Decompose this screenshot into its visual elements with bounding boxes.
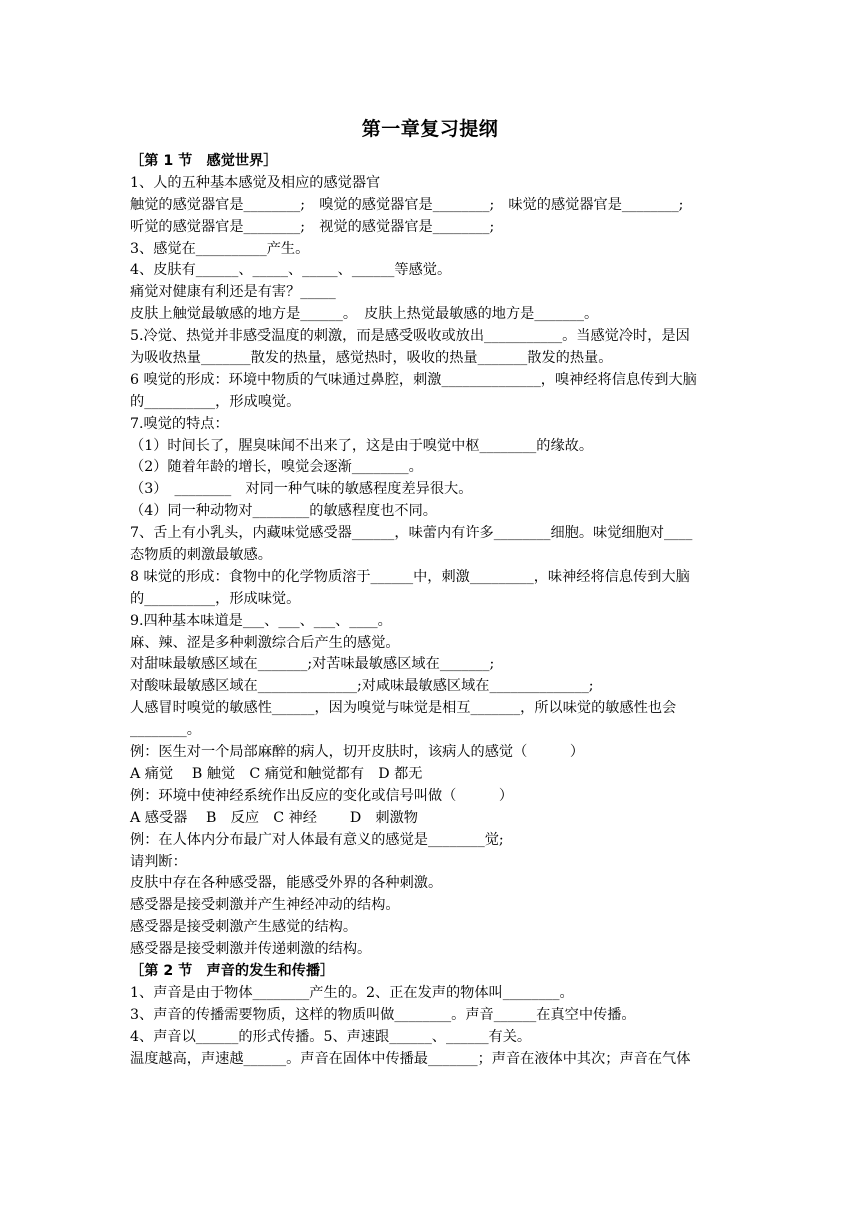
- text-line: 的__________，形成味觉。: [130, 590, 301, 607]
- text-line: 听觉的感觉器官是________; 视觉的感觉器官是________;: [130, 218, 495, 235]
- text-line: 为吸收热量_______散发的热量，感觉热时，吸收的热量_______散发的热量。: [130, 350, 613, 367]
- text-line: 5.冷觉、热觉并非感受温度的刺激，而是感受吸收或放出___________。当感觉冷时，是因: [130, 328, 690, 345]
- text-line: ________。: [130, 722, 201, 739]
- text-line: 对甜味最敏感区域在_______;对苦味最敏感区域在_______;: [130, 656, 495, 673]
- text-line: 感受器是接受刺激并传递刺激的结构。: [130, 941, 372, 958]
- text-line: 4、声音以______的形式传播。5、声速跟______、______有关。: [130, 1028, 532, 1045]
- text-line: 8 味觉的形成：食物中的化学物质溶于______中，刺激_________，味神经将信息传到大脑: [130, 568, 690, 585]
- text-line: 3、感觉在__________产生。: [130, 240, 310, 257]
- document-title: 第一章复习提纲: [361, 118, 499, 140]
- text-line: 3、声音的传播需要物质，这样的物质叫做________。声音______在真空中传播。: [130, 1006, 636, 1023]
- text-line: 感受器是接受刺激产生感觉的结构。: [130, 919, 358, 936]
- text-line: 请判断：: [130, 853, 187, 870]
- text-line: 触觉的感觉器官是________; 嗅觉的感觉器官是________; 味觉的感觉器官是________;: [130, 196, 684, 213]
- text-line: 皮肤上触觉最敏感的地方是______。 皮肤上热觉最敏感的地方是_______。: [130, 306, 599, 323]
- text-line: 温度越高，声速越______。声音在固体中传播最_______；声音在液体中其次；声音在气体: [130, 1050, 691, 1067]
- text-line: （1）时间长了，腥臭味闻不出来了，这是由于嗅觉中枢________的缘故。: [130, 437, 594, 454]
- text-line: 感受器是接受刺激并产生神经冲动的结构。: [130, 897, 400, 914]
- text-line: 皮肤中存在各种感受器，能感受外界的各种刺激。: [130, 875, 443, 892]
- text-line: 例：环境中使神经系统作出反应的变化或信号叫做（ ）: [130, 787, 514, 804]
- text-line: （3） ________ 对同一种气味的敏感程度差异很大。: [130, 481, 473, 498]
- text-line: 4、皮肤有______、_____、_____、______等感觉。: [130, 262, 452, 279]
- text-line: 态物质的刺激最敏感。: [130, 547, 272, 564]
- text-line: 麻、辣、涩是多种刺激综合后产生的感觉。: [130, 634, 400, 651]
- text-line: （4）同一种动物对________的敏感程度也不同。: [130, 503, 437, 520]
- text-line: A 痛觉 B 触觉 C 痛觉和触觉都有 D 都无: [130, 765, 423, 782]
- section-heading: ［第 2 节 声音的发生和传播］: [130, 962, 335, 979]
- section-heading: ［第 1 节 感觉世界］: [130, 153, 278, 169]
- text-line: 人感冒时嗅觉的敏感性______，因为嗅觉与味觉是相互_______，所以味觉的敏感性也会: [130, 700, 677, 717]
- text-line: 痛觉对健康有利还是有害？_____: [130, 284, 336, 301]
- text-line: 的__________，形成嗅觉。: [130, 393, 301, 410]
- text-line: （2）随着年龄的增长，嗅觉会逐渐________。: [130, 459, 423, 476]
- document-body: [130, 151, 734, 1070]
- text-line: 对酸味最敏感区域在______________;对咸味最敏感区域在______________;: [130, 678, 594, 695]
- text-line: 6 嗅觉的形成：环境中物质的气味通过鼻腔，刺激______________，嗅神经将信息传到大脑: [130, 371, 697, 388]
- text-line: 7.嗅觉的特点：: [130, 415, 229, 432]
- text-line: 1、声音是由于物体________产生的。2、正在发声的物体叫________。: [130, 984, 574, 1001]
- text-line: 9.四种基本味道是___、___、___、____。: [130, 612, 392, 629]
- text-line: 例：在人体内分布最广对人体最有意义的感觉是________觉;: [130, 831, 504, 848]
- text-line: 7、舌上有小乳头，内藏味觉感受器______，味蕾内有许多________细胞。味觉细胞对____: [130, 525, 693, 542]
- text-line: 1、人的五种基本感觉及相应的感觉器官: [130, 174, 381, 191]
- text-line: A 感受器 B 反应 C 神经 D 刺激物: [130, 809, 418, 826]
- text-line: 例：医生对一个局部麻醉的病人，切开皮肤时，该病人的感觉（ ）: [130, 744, 585, 761]
